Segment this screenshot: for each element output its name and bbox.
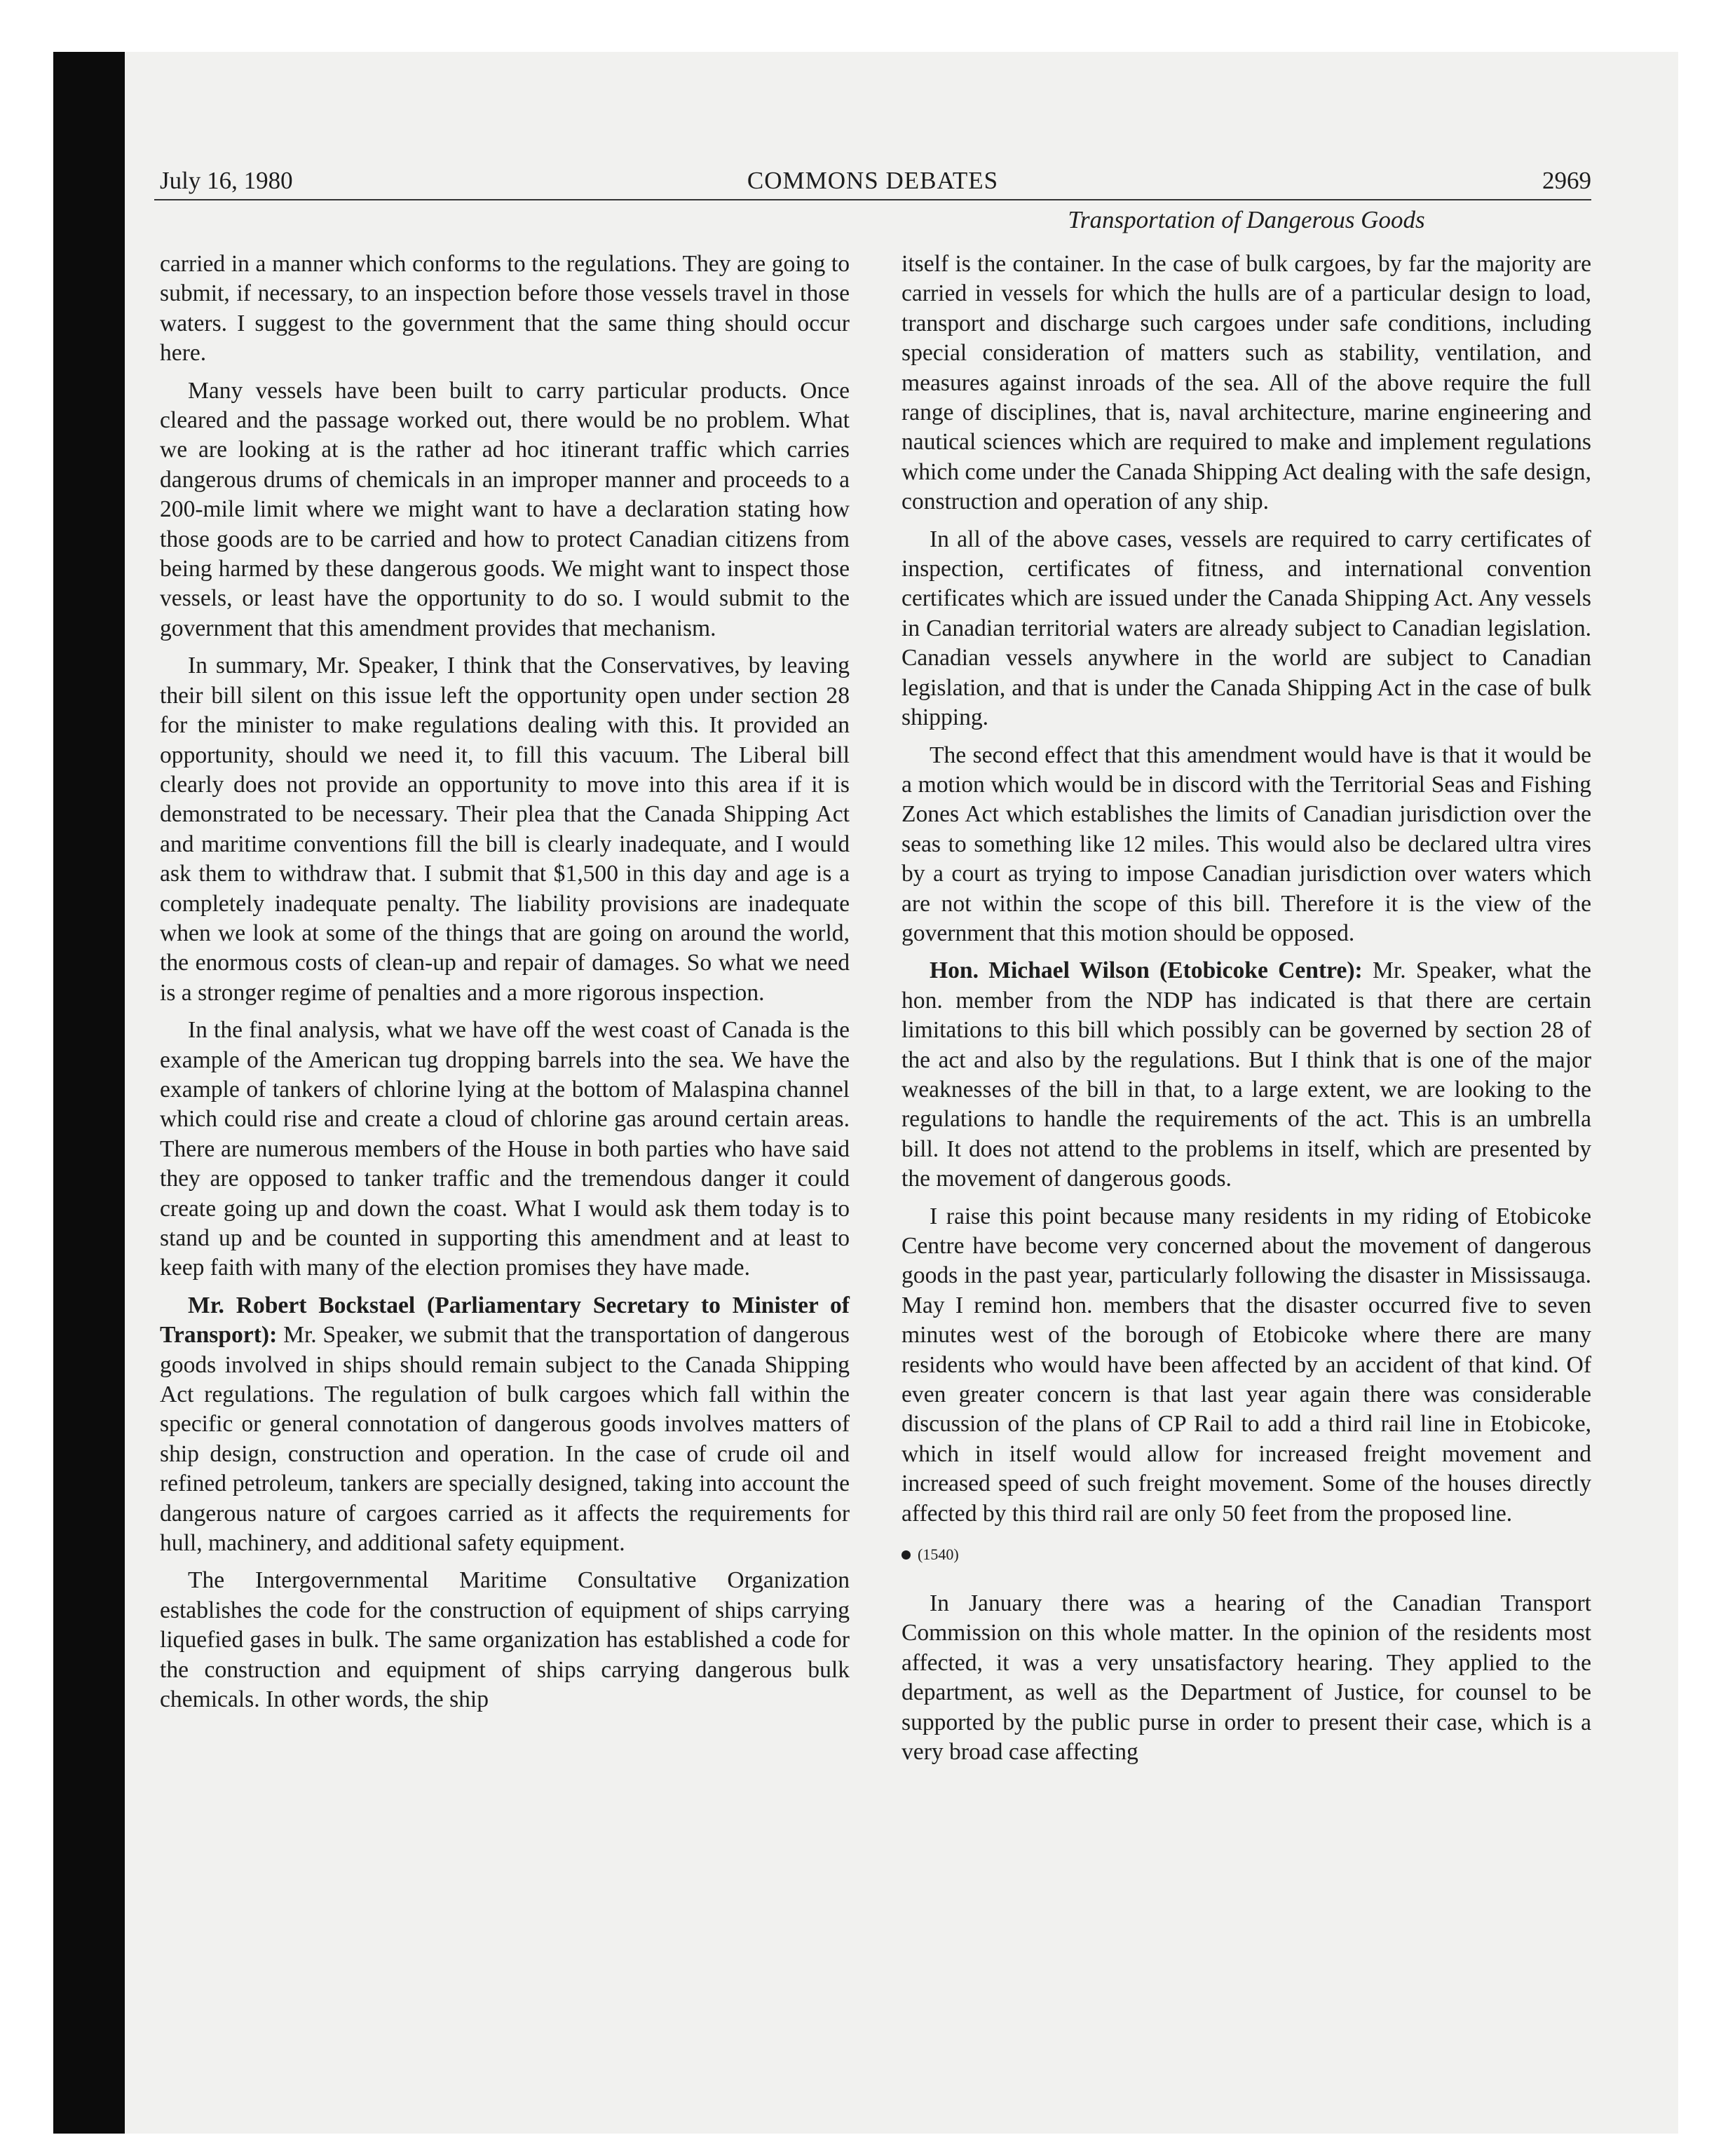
time-marker [901,1544,1591,1565]
binding-edge [53,52,125,2134]
running-header [154,163,1591,200]
paragraph: carried in a manner which conforms to the regulations. They are going to submit, if necessary, to an inspection before those vessels travel in those waters. I suggest to the government that the same thing should occur here. [160,251,850,367]
paragraph: itself is the container. In the case of bulk cargoes, by far the majority are carried in vessels for which the hulls are of a particular design to load, transport and discharge such cargoes under safe conditions, including special consideration of matters such as stability, ventilation, and measures against inroads of the sea. All of the above require the full range of disciplines, that is, naval architecture, marine engineering and nautical sciences which are required to make and implement regulations which come under the Canada Shipping Act dealing with the safe design, construction and operation of any ship. [901,251,1591,515]
paragraph: In summary, Mr. Speaker, I think that the Conservatives, by leaving their bill silent on this issue left the opportunity open under section 28 for the minister to make regulations dealing with this. It provided an opportunity, should we need it, to fill this vacuum. The Liberal bill clearly does not provide an opportunity to move into this area if it is demonstrated to be necessary. Their plea that the Canada Shipping Act and maritime conventions fill the bill is clearly inadequate, and I would ask them to withdraw that. I submit that $1,500 in this day and age is a completely inadequate penalty. The liability provisions are inadequate when we look at some of the things that are going on around the world, the enormous costs of clean-up and repair of damages. So what we need is a stronger regime of penalties and a more rigorous inspection. [160,653,850,1006]
paragraph: The Intergovernmental Maritime Consultative Organization establishes the code for the construction of equipment of ships carrying liquefied gases in bulk. The same organization has established a code for the construction and equipment of ships carrying dangerous bulk chemicals. In other words, the ship [160,1567,850,1713]
time-marker-text: (1540) [918,1546,959,1564]
speaker-name: Hon. Michael Wilson (Etobicoke Centre): [930,957,1363,984]
header-page-number: 2969 [1542,167,1591,194]
paragraph: In all of the above cases, vessels are required to carry certificates of inspection, certificates of fitness, and international convention certificates which are issued under the Canada Shipping Act. Any vessels in Canadian territorial waters are already subject to Canadian legislation. Canadian vessels anywhere in the world are subject to Canadian legislation, and that is under the Canada Shipping Act in the case of bulk shipping. [901,526,1591,731]
speech-text: Mr. Speaker, we submit that the transportation of dangerous goods involved in ships should remain subject to the Canada Shipping Act regulations. The regulation of bulk cargoes which fall within the specific or general connotation of dangerous goods involves matters of ship design, construction and operation. In the case of crude oil and refined petroleum, tankers are specially designed, taking into account the dangerous nature of cargoes carried as it affects the requirements for hull, machinery, and additional safety equipment. [160,1322,850,1557]
paragraph: I raise this point because many residents in my riding of Etobicoke Centre have become very concerned about the movement of dangerous goods in the past year, particularly following the disaster in Mississauga. May I remind hon. members that the disaster occurred five to seven minutes west of the borough of Etobicoke where there are many residents who would have been affected by an accident of that kind. Of even greater concern is that last year again there was considerable discussion of the plans of CP Rail to add a third rail line in Etobicoke, which in itself would allow for increased freight movement and increased speed of such freight movement. Some of the houses directly affected by this third rail are only 50 feet from the proposed line. [901,1203,1591,1527]
paragraph: In the final analysis, what we have off the west coast of Canada is the example of the American tug dropping barrels into the sea. We have the example of tankers of chlorine lying at the bottom of Malaspina channel which could rise and create a cloud of chlorine gas around certain areas. There are numerous members of the House in both parties who have said they are opposed to tanker traffic and the tremendous danger it could create going up and down the coast. What I would ask them today is to stand up and be counted in supporting this amendment and at least to keep faith with many of the election promises they have made. [160,1017,850,1281]
speaker-name: Mr. Robert Bockstael (Parliamentary Secretary to Minister of Transport): [160,1292,850,1349]
subject-heading: Transportation of Dangerous Goods [1068,206,1425,233]
paragraph: Many vessels have been built to carry particular products. Once cleared and the passage worked out, there would be no problem. What we are looking at is the rather ad hoc itinerant traffic which carries dangerous drums of chemicals in an improper manner and proceeds to a 200-mile limit where we might want to have a declaration stating how those goods are to be carried and how to protect Canadian citizens from being harmed by these dangerous goods. We might want to inspect those vessels, or least have the opportunity to do so. I would submit to the government that this amendment provides that mechanism. [160,377,850,641]
bullet-icon [901,1550,911,1560]
right-column [901,250,1591,1775]
speech-text: Mr. Speaker, what the hon. member from the NDP has indicated is that there are certain limitations to this bill which possibly can be governed by section 28 of the act and also by the regulations. But I think that is one of the major weaknesses of the bill in that, to a large extent, we are looking to the regulations to handle the requirements of the act. This is an umbrella bill. It does not attend to the problems in itself, which are presented by the movement of dangerous goods. [901,957,1591,1192]
speech-paragraph [901,956,1591,1194]
page-content [154,163,1591,1766]
header-date: July 16, 1980 [160,167,293,194]
paragraph: In January there was a hearing of the Canadian Transport Commission on this whole matter. In the opinion of the residents most affected, it was a very unsatisfactory hearing. They applied to the department, as well as the Department of Justice, for counsel to be supported by the public purse in order to present their case, which is a very broad case affecting [901,1590,1591,1766]
header-title: COMMONS DEBATES [747,167,999,194]
left-column [160,250,850,1723]
speech-paragraph [160,1291,850,1559]
paragraph: The second effect that this amendment would have is that it would be a motion which would be in discord with the Territorial Seas and Fishing Zones Act which establishes the limits of Canadian jurisdiction over the seas to something like 12 miles. This would also be declared ultra vires by a court as trying to impose Canadian jurisdiction over waters which are not within the scope of this bill. Therefore it is the view of the government that this motion should be opposed. [901,742,1591,946]
